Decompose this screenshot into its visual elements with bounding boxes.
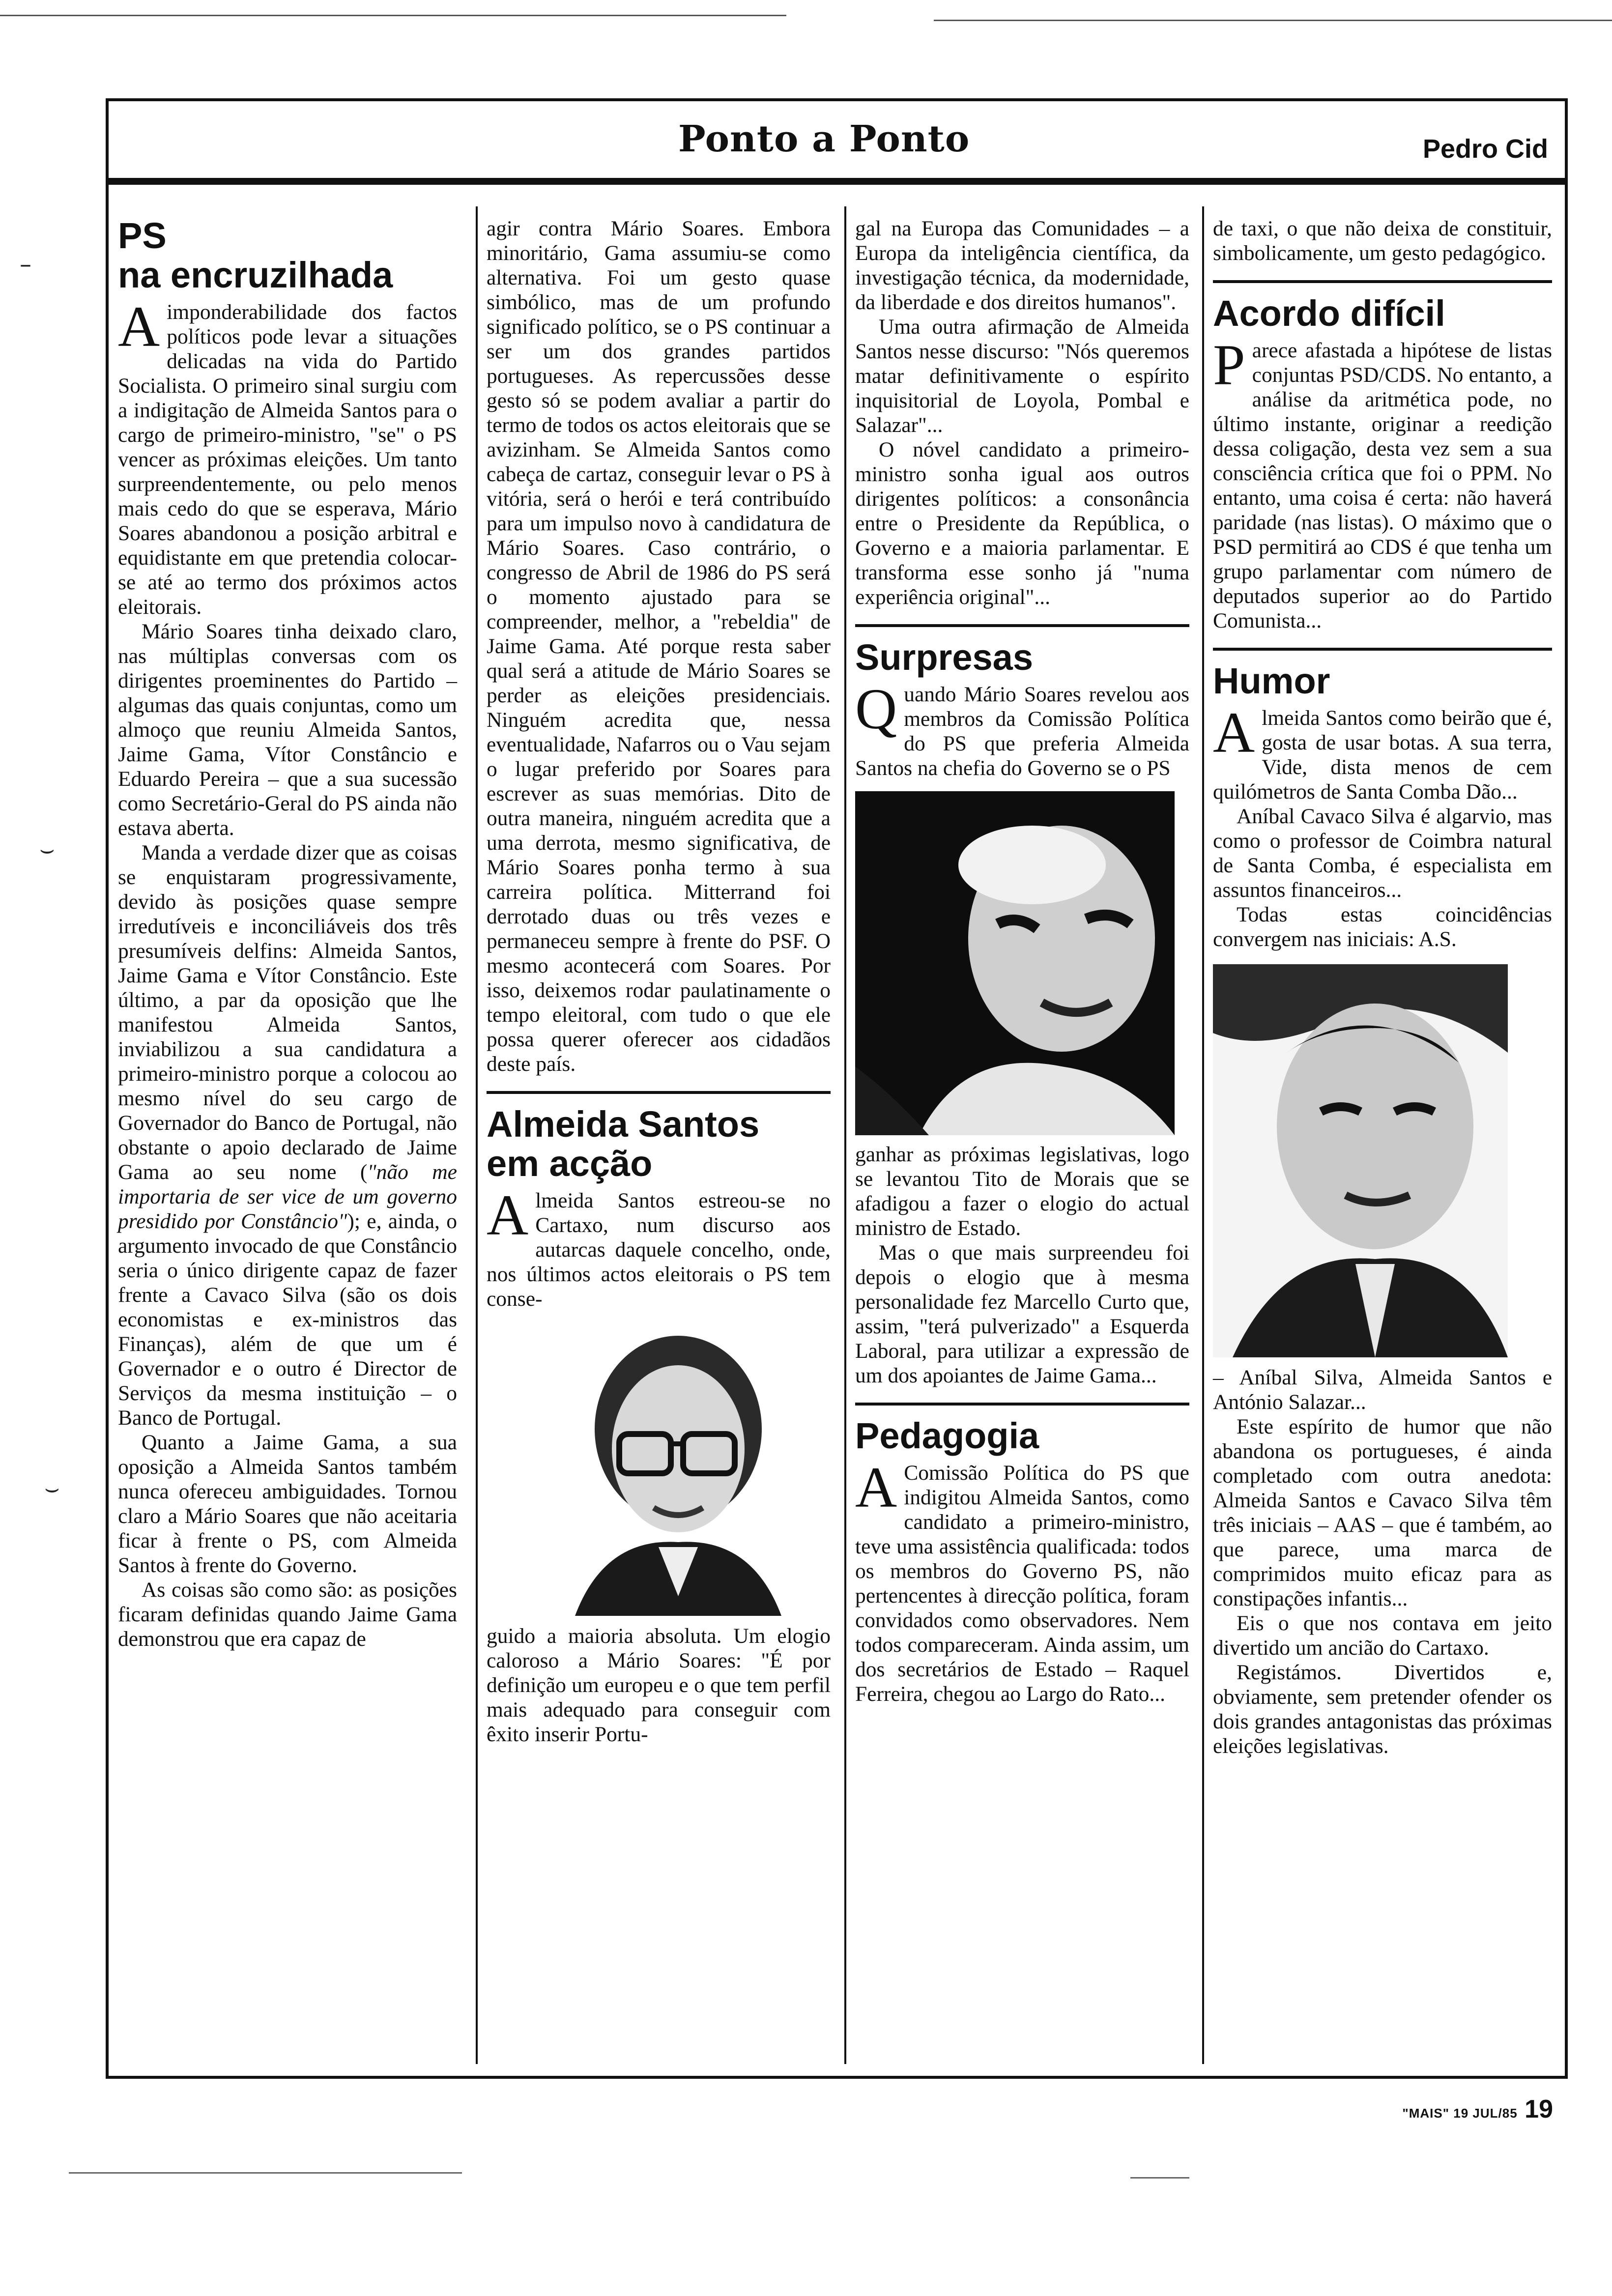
section-rule	[1213, 280, 1552, 283]
paragraph: gal na Europa das Comunidades – a Europa da inteligência científica, da investigação técnica, da modernidade, da liberdade e dos direitos humanos".	[855, 217, 1189, 314]
column-4	[1213, 216, 1552, 1758]
column-divider	[476, 206, 478, 2064]
paragraph: guido a maioria absoluta. Um elogio caloroso a Mário Soares: "É por definição um europeu e o que tem perfil mais adequado para conseguir com êxito inserir Portu-	[487, 1624, 831, 1746]
photo-mario-soares	[855, 791, 1175, 1135]
photo-almeida-santos	[546, 1321, 801, 1616]
column-1	[118, 216, 457, 1651]
paragraph	[118, 294, 457, 619]
section-rule	[487, 1091, 831, 1094]
section-rule	[855, 1403, 1189, 1406]
scan-bottom-line	[1130, 2177, 1189, 2179]
scan-margin-mark: ⌣	[39, 835, 55, 863]
portrait-illustration	[1213, 964, 1508, 1357]
scan-margin-mark: ⌣	[44, 1474, 60, 1502]
paragraph: As coisas são como são: as posições ficaram definidas quando Jaime Gama demonstrou que era capaz de	[118, 1578, 457, 1651]
paragraph: agir contra Mário Soares. Embora minoritário, Gama assumiu-se como alternativa. Foi um gesto quase simbólico, mas de um profundo significado político, se o PS continuar a ser um dos grandes partidos portugueses. As repercussões desse gesto só se podem avaliar a partir do termo de todos os actos eleitorais que se avizinham. Se Almeida Santos como cabeça de cartaz, conseguir levar o PS à vitória, será o herói e terá contribuído para um impulso novo à candidatura de Mário Soares. Caso contrário, o congresso de Abril de 1986 do PS será o momento ajustado para se compreender, melhor, a "rebeldia" de Jaime Gama. Até porque resta saber qual será a atitude de Mário Soares se perder as eleições presidenciais. Ninguém acredita que, nessa eventualidade, Nafarros ou o Vau sejam o lugar preferido por Soares para escrever as suas memórias. Dito de outra maneira, ninguém acredita que a uma derrota, mesmo significativa, de Mário Soares ponha termo à sua carreira política. Mitterrand foi derrotado duas ou três vezes e permaneceu sempre à frente do PSF. O mesmo acontecerá com Soares. Por isso, deixemos rodar paulatinamente o tempo eleitoral, com tudo o que ele possa querer oferecer aos cidadãos deste país.	[487, 217, 831, 1076]
paragraph: de taxi, o que não deixa de constituir, simbolicamente, um gesto pedagógico.	[1213, 217, 1552, 265]
paragraph: Registámos. Divertidos e, obviamente, sem pretender ofender os dois grandes antagonistas das próximas eleições legislativas.	[1213, 1661, 1552, 1758]
drop-cap: A	[1213, 700, 1255, 765]
scan-top-line-left	[0, 15, 786, 16]
magazine-date: "MAIS" 19 JUL/85	[1402, 2106, 1518, 2121]
author-byline: Pedro Cid	[1422, 134, 1548, 164]
paragraph: Eis o que nos contava em jeito divertido um ancião do Cartaxo.	[1213, 1611, 1552, 1660]
headline-line: PS	[118, 215, 167, 256]
column-3	[855, 216, 1189, 1706]
section-rule	[1213, 648, 1552, 651]
drop-cap: A	[487, 1183, 529, 1247]
paragraph-text: ); e, ainda, o argumento invocado de que Constâncio seria o único dirigente capaz de fazer frente a Cavaco Silva (são os dois economistas e ex-ministros das Finanças), além de que um é Governador e o outro é Director de Serviços da mesma instituição – o Banco de Portugal.	[118, 1209, 457, 1430]
headline-pedagogia: Pedagogia	[855, 1415, 1039, 1456]
section-rule	[855, 624, 1189, 627]
paragraph: – Aníbal Silva, Almeida Santos e António Salazar...	[1213, 1366, 1552, 1414]
headline-line: em acção	[487, 1143, 653, 1184]
drop-cap: A	[118, 294, 160, 359]
paragraph: Mário Soares tinha deixado claro, nas múltiplas conversas com os dirigentes proeminentes do Partido – algumas das quais conjuntas, como um almoço que reuniu Almeida Santos, Jaime Gama, Vítor Constâncio e Eduardo Pereira – que a sua sucessão como Secretário-Geral do PS ainda não estava aberta.	[118, 620, 457, 840]
quote-text: "não me importaria de ser vice de um governo presidido por Constâncio"	[118, 1160, 457, 1233]
portrait-illustration	[546, 1321, 801, 1616]
page-number: 19	[1525, 2095, 1553, 2124]
paragraph	[487, 1183, 831, 1311]
scan-top-line-right	[934, 20, 1612, 21]
paragraph-text: arece afastada a hipótese de listas conjuntas PSD/CDS. No entanto, a análise da aritmética pode, no último instante, originar a reedição dessa coligação, desta vez sem a sua consciência crítica que foi o PPM. No entanto, uma coisa é certa: não haverá paridade (nas listas). O máximo que o PSD permitirá ao CDS é que tenha um grupo parlamentar com número de deputados superior ao do Partido Comunista...	[1213, 339, 1552, 632]
paragraph: Este espírito de humor que não abandona os portugueses, é ainda completado com outra anedota: Almeida Santos e Cavaco Silva têm três iniciais – AAS – que é também, ao que parece, uma marca de comprimidos muito eficaz para as constipações infantis...	[1213, 1415, 1552, 1610]
paragraph-text: lmeida Santos estreou-se no Cartaxo, num discurso aos autarcas daquele concelho, onde, nos últimos actos eleitorais o PS tem conse-	[487, 1189, 831, 1311]
paragraph: Quanto a Jaime Gama, a sua oposição a Almeida Santos também nunca ofereceu ambiguidades. Tornou claro a Mário Soares que não aceitaria ficar à frente o PS, com Almeida Santos à frente do Governo.	[118, 1431, 457, 1577]
headline-line: Almeida Santos	[487, 1104, 760, 1145]
column-divider	[844, 206, 846, 2064]
scan-margin-mark: –	[20, 251, 31, 278]
scan-bottom-line	[69, 2172, 462, 2174]
paragraph-text: Comissão Política do PS que indigitou Almeida Santos, como candidato a primeiro-ministro, teve uma assistência qualificada: todos os membros do Governo PS, não pertencentes à direcção política, foram convidados como observadores. Nem todos compareceram. Ainda assim, um dos secretários de Estado – Raquel Ferreira, chegou ao Largo do Rato...	[855, 1461, 1189, 1706]
column-divider	[1202, 206, 1204, 2064]
drop-cap: A	[855, 1455, 897, 1520]
page-footer	[1402, 2095, 1553, 2124]
paragraph: Mas o que mais surpreendeu foi depois o elogio que à mesma personalidade fez Marcello Curto que, assim, "terá pulverizado" a Esquerda Laboral, para utilizar a expressão de um dos apoiantes de Jaime Gama...	[855, 1241, 1189, 1387]
headline-humor: Humor	[1213, 660, 1330, 701]
photo-cavaco-silva	[1213, 964, 1508, 1357]
column-2	[487, 216, 831, 1747]
paragraph: Uma outra afirmação de Almeida Santos nesse discurso: "Nós queremos matar definitivamente o espírito inquisitorial de Loyola, Pombal e Salazar"...	[855, 315, 1189, 437]
paragraph	[855, 1455, 1189, 1706]
drop-cap: Q	[855, 677, 897, 741]
drop-cap: P	[1213, 333, 1245, 397]
paragraph	[855, 677, 1189, 780]
paragraph	[1213, 333, 1552, 633]
headline-almeida-santos	[487, 1105, 831, 1183]
headline-surpresas: Surpresas	[855, 637, 1033, 678]
headline-line: na encruzilhada	[118, 255, 393, 295]
paragraph-text: lmeida Santos como beirão que é, gosta de usar botas. A sua terra, Vide, dista menos de cem quilómetros de Santa Comba Dão...	[1213, 706, 1552, 804]
paragraph: O nóvel candidato a primeiro-ministro sonha igual aos outros dirigentes políticos: a consonância entre o Presidente da República, o Governo e a maioria parlamentar. E transforma esse sonho já "numa experiência original"...	[855, 438, 1189, 609]
section-title: Ponto a Ponto	[678, 118, 970, 160]
paragraph-text: uando Mário Soares revelou aos membros da Comissão Política do PS que preferia Almeida Santos na chefia do Governo se o PS	[855, 683, 1189, 780]
paragraph: Todas estas coincidências convergem nas iniciais: A.S.	[1213, 903, 1552, 951]
paragraph: ganhar as próximas legislativas, logo se levantou Tito de Morais que se afadigou a fazer o elogio do actual ministro de Estado.	[855, 1143, 1189, 1240]
paragraph	[1213, 700, 1552, 804]
paragraph	[118, 840, 457, 1430]
paragraph: Aníbal Cavaco Silva é algarvio, mas como o professor de Coimbra natural de Santa Comba, é especialista em assuntos financeiros...	[1213, 804, 1552, 902]
paragraph-text: Manda a verdade dizer que as coisas se enquistaram progressivamente, devido às posições quase sempre irredutíveis e inconciliáveis dos três presumíveis delfins: Almeida Santos, Jaime Gama e Vítor Constâncio. Este último, a par da oposição que lhe manifestou Almeida Santos, inviabilizou a sua candidatura a primeiro-ministro porque a colocou ao mesmo nível do seu cargo de Governador do Banco de Portugal, não obstante o apoio declarado de Jaime Gama ao seu nome (	[118, 841, 457, 1184]
headline-ps	[118, 216, 457, 295]
headline-acordo-dificil: Acordo difícil	[1213, 293, 1445, 334]
paragraph-text: imponderabilidade dos factos políticos pode levar a situações delicadas na vida do Partido Socialista. O primeiro sinal surgiu com a indigitação de Almeida Santos para o cargo de primeiro-ministro, "se" o PS vencer as próximas eleições. Um tanto surpreendentemente, ou pelo menos mais cedo do que se esperava, Mário Soares abandonou a posição arbitral e equidistante em que pretendia colocar-se até ao termo dos próximos actos eleitorais.	[118, 300, 457, 619]
portrait-illustration	[855, 791, 1175, 1135]
